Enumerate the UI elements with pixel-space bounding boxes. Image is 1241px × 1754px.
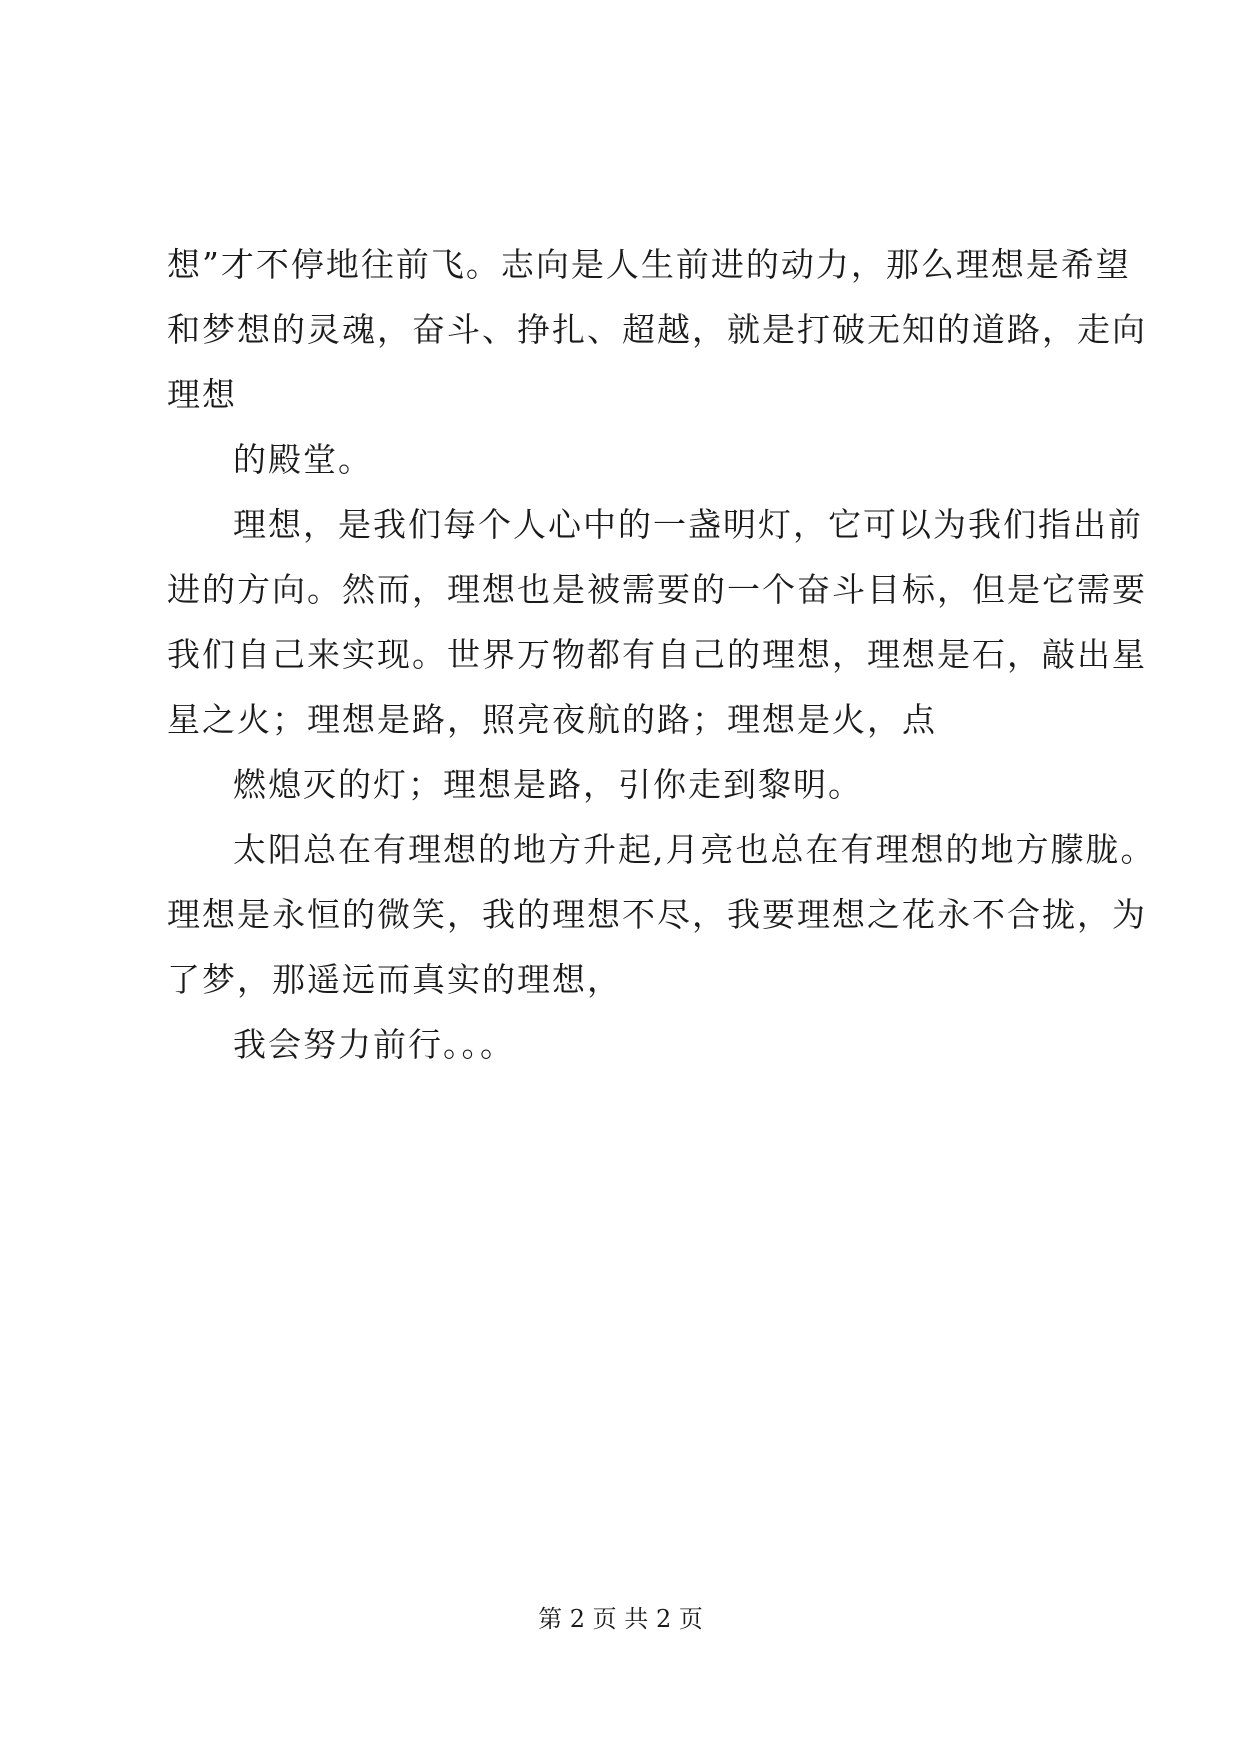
body-text	[167, 232, 1156, 1077]
text-line: 我们自己来实现。世界万物都有自己的理想，理想是石，敲出星	[167, 635, 1147, 674]
text-line: 燃熄灭的灯；理想是路，引你走到黎明。	[233, 765, 863, 804]
text-line: 理想是永恒的微笑，我的理想不尽，我要理想之花永不合拢，为	[167, 895, 1147, 934]
text-line: 我会努力前行。。。	[233, 1025, 515, 1064]
text-line: 理想，是我们每个人心中的一盏明灯，它可以为我们指出前	[233, 505, 1143, 544]
text-line: 太阳总在有理想的地方升起,月亮也总在有理想的地方朦胧。	[233, 830, 1156, 869]
text-line: 星之火；理想是路，照亮夜航的路；理想是火，点	[167, 700, 937, 739]
text-line: 和梦想的灵魂，奋斗、挣扎、超越，就是打破无知的道路，走向	[167, 310, 1147, 349]
text-line: 理想	[167, 375, 237, 414]
text-line: 进的方向。然而，理想也是被需要的一个奋斗目标，但是它需要	[167, 570, 1147, 609]
text-line: 的殿堂。	[233, 440, 373, 479]
text-line: 了梦，那遥远而真实的理想，	[167, 960, 622, 999]
text-line: 想”才不停地往前飞。志向是人生前进的动力，那么理想是希望	[167, 245, 1131, 284]
page-number-footer: 第 2 页 共 2 页	[538, 1605, 703, 1633]
